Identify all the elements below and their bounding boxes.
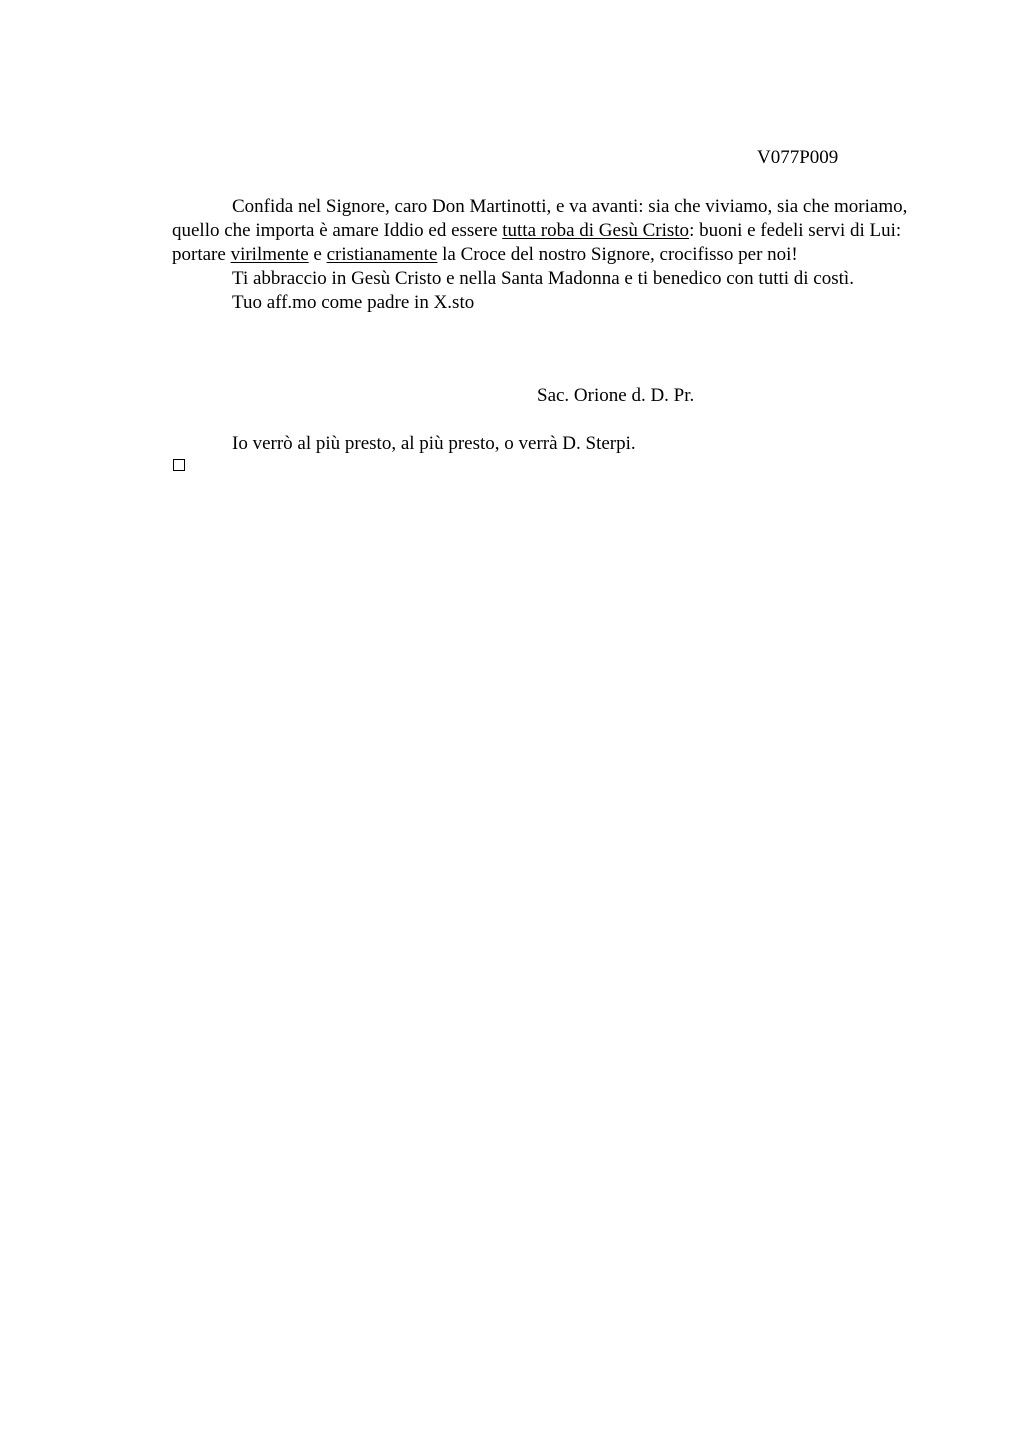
paragraph-1-text-4: la Croce del nostro Signore, crocifisso per noi! <box>437 244 798 265</box>
paragraph-2: Ti abbraccio in Gesù Cristo e nella Santa Madonna e ti benedico con tutti di costì. <box>232 268 854 289</box>
signature: Sac. Orione d. D. Pr. <box>537 385 695 406</box>
underlined-phrase-3: cristianamente <box>326 244 438 265</box>
letter-body <box>172 195 912 315</box>
paragraph-1-text-2: : buoni e fedeli servi di Lui: portare <box>172 220 902 265</box>
closing-line: Tuo aff.mo come padre in X.sto <box>232 292 475 313</box>
underlined-phrase-2: virilmente <box>230 244 309 265</box>
empty-square-icon <box>173 459 185 471</box>
paragraph-1-text-3: e <box>308 244 327 265</box>
paragraph-1 <box>172 195 912 267</box>
document-reference-code: V077P009 <box>757 147 839 168</box>
underlined-phrase-1: tutta roba di Gesù Cristo <box>502 220 690 241</box>
postscript: Io verrò al più presto, al più presto, o verrà D. Sterpi. <box>232 433 636 454</box>
paragraph-1-text-1: Confida nel Signore, caro Don Martinotti, e va avanti: sia che viviamo, sia che moriamo, quello che importa è amare Iddio ed essere <box>172 196 908 241</box>
